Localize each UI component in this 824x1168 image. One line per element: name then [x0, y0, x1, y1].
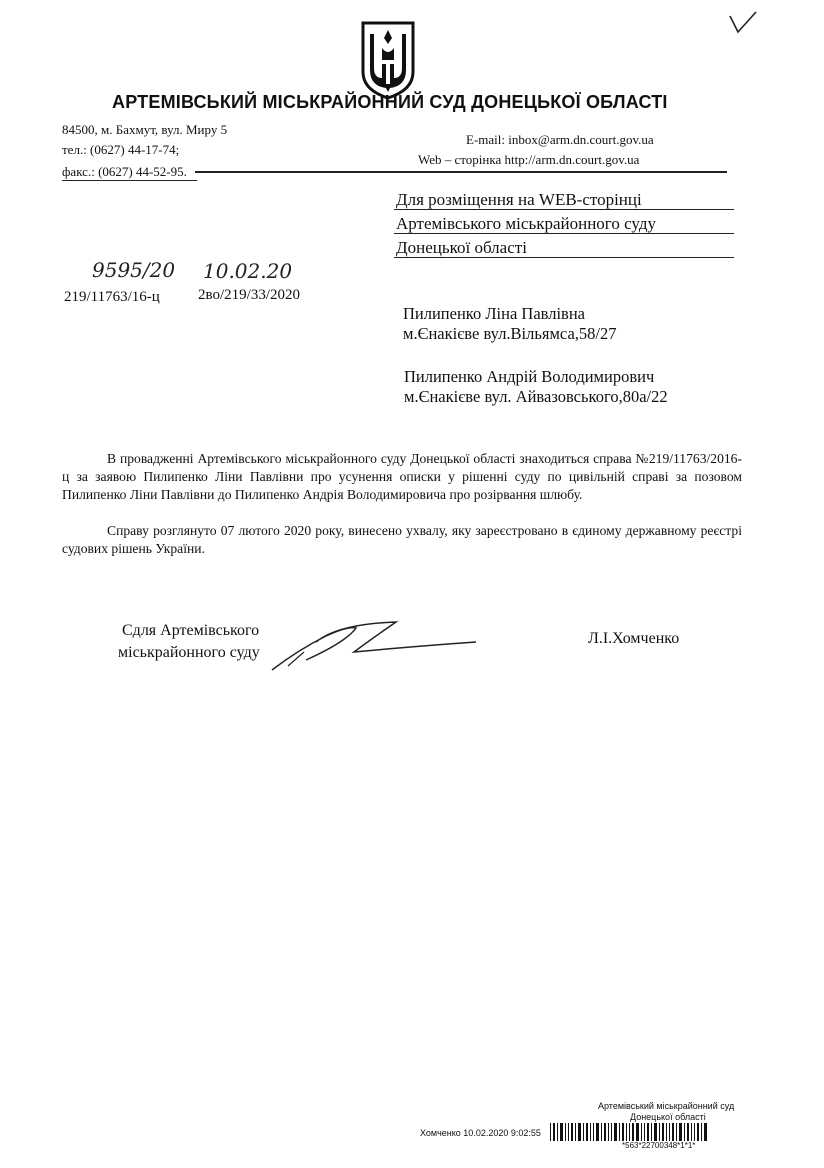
trident-emblem-icon [360, 20, 416, 100]
checkmark-icon [728, 10, 758, 36]
court-web: Web – сторінка http://arm.dn.court.gov.ua [418, 152, 640, 167]
footer-stamp: Хомченко 10.02.2020 9:02:55 [420, 1128, 541, 1138]
signatory-title-line1: Сдля Артемівського [122, 622, 260, 639]
header-divider [195, 171, 727, 173]
barcode-bars [550, 1123, 709, 1141]
footer-court-line1: Артемівський міськрайонний суд [598, 1101, 735, 1111]
recipient-1-name: Пилипенко Ліна Павлівна [403, 304, 585, 323]
document-barcode [550, 1123, 709, 1141]
web-note-line1: Для розміщення на WEB-сторінці [396, 190, 642, 209]
judge-name: Л.І.Хомченко [588, 630, 680, 647]
body-paragraph-2: Справу розглянуто 07 лютого 2020 року, винесено ухвалу, яку зареєстровано в єдиному державному реєстрі судових рішень України. [62, 523, 742, 556]
case-number: 219/11763/16-ц [64, 289, 160, 305]
web-note-line2: Артемівського міськрайонного суду [396, 214, 657, 233]
proceeding-number: 2во/219/33/2020 [198, 287, 300, 303]
court-address: 84500, м. Бахмут, вул. Миру 5 [62, 122, 228, 137]
recipient-2-name: Пилипенко Андрій Володимирович [404, 367, 655, 386]
fax-underline [62, 180, 197, 181]
web-note-rule2 [394, 233, 734, 234]
footer-court-line2: Донецької області [630, 1112, 706, 1122]
handwritten-reg-number: 9595/20 [92, 258, 176, 282]
barcode-text: *563*22700348*1*1* [622, 1141, 696, 1150]
web-note-rule1 [394, 209, 734, 210]
recipient-1-address: м.Єнакієве вул.Вільямса,58/27 [403, 324, 617, 343]
body-paragraph-1: В провадженні Артемівського міськрайонного суду Донецької області знаходиться справа №219/11763/2016-ц за заявою Пилипенко Ліни Павлівни про усунення описки у рішенні суду по цивільній справі за позовом Пилипенко Ліни Павлівни до Пилипенко Андрія Володимировича про розірвання шлюбу. [62, 451, 742, 502]
recipient-2-address: м.Єнакієве вул. Айвазовського,80а/22 [404, 387, 668, 406]
web-note-rule3 [394, 257, 734, 258]
court-name: АРТЕМІВСЬКИЙ МІСЬКРАЙОННИЙ СУД ДОНЕЦЬКОЇ ОБЛАСТІ [112, 92, 668, 112]
court-fax: факс.: (0627) 44-52-95. [62, 164, 187, 179]
court-email: E-mail: inbox@arm.dn.court.gov.ua [466, 132, 654, 147]
handwritten-signature [268, 614, 483, 674]
court-phone: тел.: (0627) 44-17-74; [62, 142, 180, 157]
web-note-line3: Донецької області [396, 238, 527, 257]
signatory-title-line2: міськрайонного суду [118, 644, 260, 661]
handwritten-reg-date: 10.02.20 [203, 259, 293, 283]
